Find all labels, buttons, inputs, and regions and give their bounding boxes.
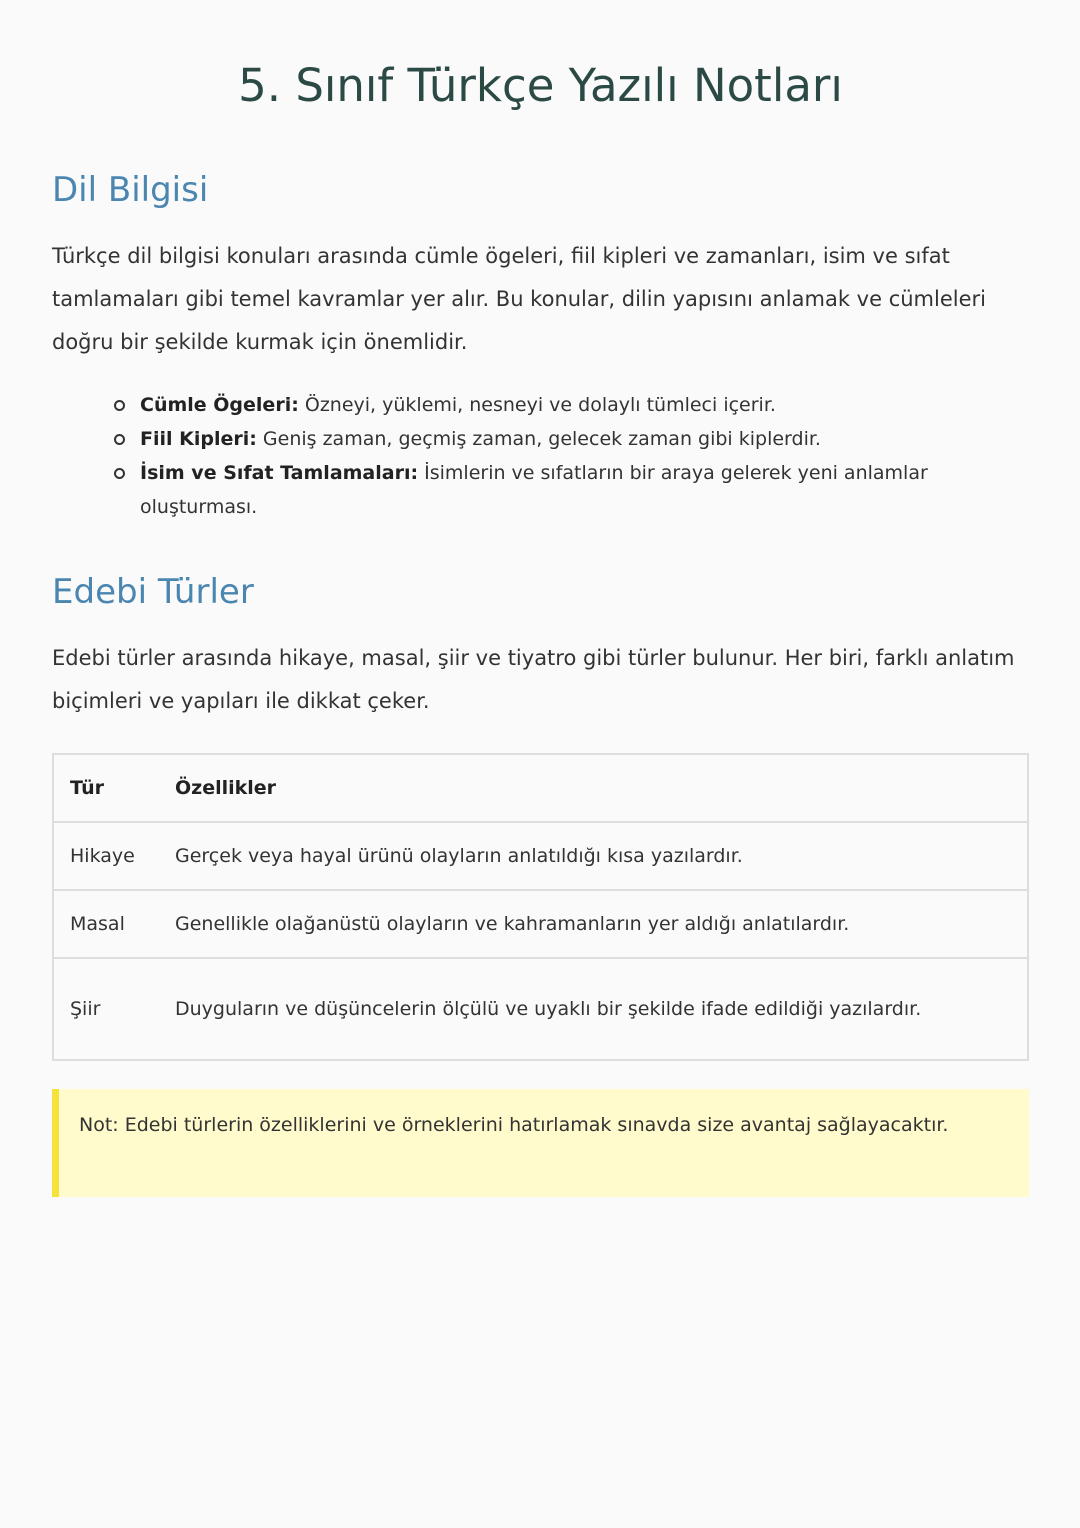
table-cell-description: Gerçek veya hayal ürünü olayların anlatıldığı kısa yazılardır. xyxy=(159,822,1028,890)
table-cell-description: Duyguların ve düşüncelerin ölçülü ve uyaklı bir şekilde ifade edildiği yazılardır. xyxy=(159,958,1028,1060)
note-callout: Not: Edebi türlerin özelliklerini ve örneklerini hatırlamak sınavda size avantaj sağlayacaktır. xyxy=(52,1089,1029,1197)
table-cell-type: Hikaye xyxy=(53,822,159,890)
table-row xyxy=(53,890,1028,958)
list-item-text: Özneyi, yüklemi, nesneyi ve dolaylı tümleci içerir. xyxy=(304,394,776,416)
list-item xyxy=(112,388,1012,422)
list-item-text: Geniş zaman, geçmiş zaman, gelecek zaman gibi kiplerdir. xyxy=(262,428,821,450)
table-cell-type: Şiir xyxy=(53,958,159,1060)
table-row xyxy=(53,958,1028,1060)
table-header-cell: Özellikler xyxy=(159,754,1028,822)
section-paragraph-edebi-turler: Edebi türler arasında hikaye, masal, şiir ve tiyatro gibi türler bulunur. Her biri, farklı anlatım biçimleri ve yapıları ile dikkat çeker. xyxy=(52,646,1015,713)
list-item xyxy=(112,456,1012,524)
table-header-row xyxy=(53,754,1028,822)
table-cell-description: Genellikle olağanüstü olayların ve kahramanların yer aldığı anlatılardır. xyxy=(159,890,1028,958)
table-cell-type: Masal xyxy=(53,890,159,958)
list-item-term: Cümle Ögeleri: xyxy=(140,394,299,416)
list-item-term: Fiil Kipleri: xyxy=(140,428,257,450)
list-item xyxy=(112,422,1012,456)
table-row xyxy=(53,822,1028,890)
literary-types-table xyxy=(52,753,1029,1061)
section-heading-edebi-turler: Edebi Türler xyxy=(52,572,254,612)
list-item-term: İsim ve Sıfat Tamlamaları: xyxy=(140,462,419,484)
section-paragraph-dil-bilgisi: Türkçe dil bilgisi konuları arasında cümle ögeleri, fiil kipleri ve zamanları, isim ve sıfat tamlamaları gibi temel kavramlar yer alır. Bu konular, dilin yapısını anlamak ve cümleleri doğru bir şekilde kurmak için önemlidir. xyxy=(52,244,986,354)
list-item-text: İsimlerin ve sıfatların bir araya gelerek yeni anlamlar oluşturması. xyxy=(140,462,928,518)
grammar-bullet-list xyxy=(112,388,1012,524)
table-header-cell: Tür xyxy=(53,754,159,822)
page-title: 5. Sınıf Türkçe Yazılı Notları xyxy=(238,59,843,112)
section-heading-dil-bilgisi: Dil Bilgisi xyxy=(52,170,209,210)
